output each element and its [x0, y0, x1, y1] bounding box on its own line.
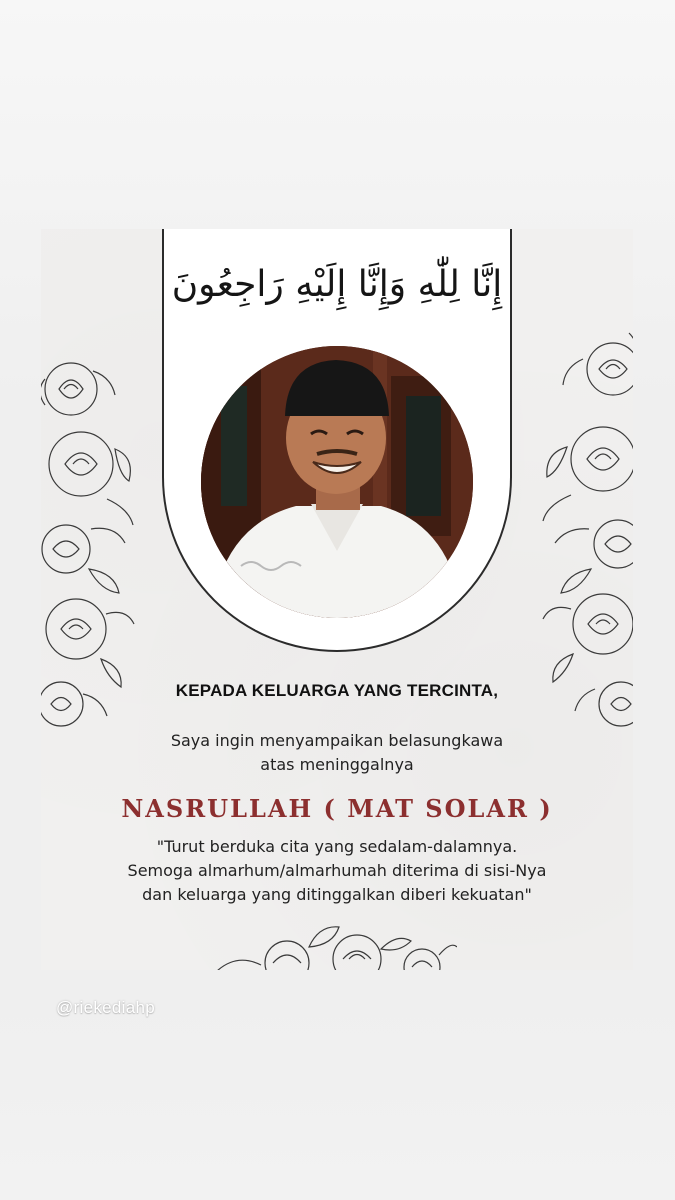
username-watermark[interactable]: @riekediahp [56, 998, 155, 1017]
message-line-2: atas meninggalnya [260, 755, 414, 774]
flower-bottom-icon [217, 919, 457, 970]
greeting-heading: KEPADA KELUARGA YANG TERCINTA, [175, 681, 499, 700]
message-line-1: Saya ingin menyampaikan belasungkawa [170, 731, 504, 750]
quote-line-1: "Turut berduka cita yang sedalam-dalamnya. [156, 837, 518, 856]
portrait-icon [201, 346, 473, 618]
condolence-message [41, 729, 633, 777]
portrait-photo [201, 346, 473, 618]
quote-line-3: dan keluarga yang ditinggalkan diberi kekuatan" [142, 885, 532, 904]
condolence-quote [41, 835, 633, 907]
arabic-calligraphy: إِنَّا لِلّٰهِ وَإِنَّا إِلَيْهِ رَاجِعُونَ [171, 263, 503, 305]
condolence-card [41, 229, 633, 970]
deceased-name: NASRULLAH ( MAT SOLAR ) [121, 794, 553, 823]
quote-line-2: Semoga almarhum/almarhumah diterima di sisi-Nya [127, 861, 547, 880]
